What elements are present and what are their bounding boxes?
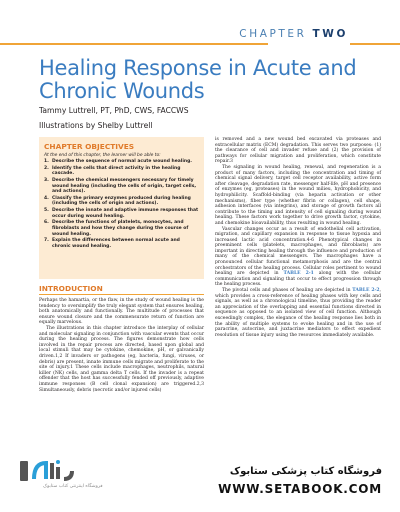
objective-item: [44, 159, 199, 165]
right-column: [215, 137, 381, 338]
objective-text: Describe the chemical messengers necessary for timely wound healing (including the cells of origin, target cells, and actions).: [52, 177, 197, 195]
objective-text: Describe the innate and adaptive immune responses that occur during wound healing.: [52, 208, 199, 219]
objective-number: 5.: [44, 208, 49, 214]
intro-paragraph-1: Perhaps the hamartia, or the flaw, in the study of wound healing is the tendency to oversimplify the truly elegant system that ensures healing, both anatomically and functionally. The multitude of processes that ensure wound closure and the commensurate return of function are equally marvelous.: [39, 298, 204, 326]
table-reference-link[interactable]: TABLE 2-1: [283, 271, 314, 277]
logo-subtitle: فروشگاه اینترنتی کتاب ستابوک: [43, 484, 103, 489]
author-line: Tammy Luttrell, PT, PhD, CWS, FACCWS: [39, 106, 189, 115]
setabook-logo: [10, 453, 130, 493]
objective-item: [44, 220, 199, 237]
objectives-box: [39, 137, 204, 279]
objective-number: 1.: [44, 159, 49, 164]
objectives-heading: CHAPTER OBJECTIVES: [44, 142, 135, 151]
chapter-label: [239, 28, 348, 40]
objective-item: [44, 196, 199, 207]
body-paragraph-2: The signaling in wound healing, renewal, and regeneration is a product of many factors, including the concentration and timing of chemical signal delivery, target cell receptor availability, active form after cleavage, degradation rate, messenger half-life, pH and presence of enzymes (eg, proteases) in the wound milieu, hydrophobicity, and hydrophilicity. Scaffold-binding (via heparin activation or other mechanisms), fiber type (whether fibrin or collagen), cell shape, adhesion interfaces (via integrins), and storage of growth factors all contribute to the timing and intensity of cell signaling during wound healing. These factors work together to drive growth factor, cytokine, and chemokine bioavailability, thus resulting in wound healing.: [215, 164, 381, 226]
objective-item: [44, 166, 199, 177]
objective-number: 4.: [44, 195, 49, 201]
objectives-list: [44, 159, 199, 249]
objective-text: Identify the cells that direct activity in the healing cascade.: [52, 165, 181, 177]
chapter-title: Healing Response in Acute and Chronic Wounds: [39, 56, 357, 103]
table-reference-link[interactable]: TABLE 2-2: [352, 288, 380, 294]
header-rule-right: [350, 43, 400, 45]
header-rule-left: [0, 43, 268, 45]
chapter-header: [0, 0, 400, 48]
paragraph-text: The pivotal cells and phases of healing are depicted in: [222, 288, 353, 294]
body-paragraph-1: is removed and a new wound bed excavated via proteases and extracellular matrix (ECM) degradation. This serves two purposes: (1) the clearance of cell and invader refuse and (2) the provision of pathways for cellular migration and proliferation, which constitute repair.3: [215, 137, 381, 165]
watermark-persian-text: فروشگاه کتاب پزشکی ستابوک: [229, 466, 382, 477]
paragraph-text: Vascular changes occur as a result of endothelial cell activation, migration, and capillary expansion in response to tissue hypoxia and increased lactic acid concentration.4-6 Phenotypical changes in preeminent cells (platelets, macrophages, and fibroblasts) are important in directing healing through the influence and production of many of the chemical messengers. The macrophages have a pronounced cellular functional metamorphosis and are the central orchestrators of the healing process. Cellular roles pertinent to wound healing are depicted in: [215, 226, 381, 277]
watermark-url: WWW.SETABOOK.COM: [218, 482, 382, 496]
objective-item: [44, 208, 199, 219]
objective-text: Describe the sequence of normal acute wound healing.: [52, 159, 193, 164]
objective-number: 3.: [44, 177, 49, 183]
objectives-intro: At the end of this chapter, the learner will be able to:: [44, 153, 161, 158]
objective-number: 2.: [44, 165, 49, 171]
paragraph-text: along with the cellular communication and signaling that occur to effect progression through the healing process.: [215, 271, 382, 288]
body-paragraph-3: [215, 227, 381, 289]
objective-text: Classify the primary enzymes produced during healing (including the cells of origin and actions).: [52, 195, 191, 207]
objective-item: [44, 178, 199, 195]
objective-number: 6.: [44, 220, 49, 226]
chapter-number: TWO: [312, 28, 348, 40]
left-column: [39, 137, 204, 393]
intro-paragraph-2: The illustrations in this chapter introduce the interplay of cellular and molecular signaling in conjunction with vascular events that occur during the healing process. The figures demonstrate how cells involved in the repair process are directed, based upon global and local stimuli that may be cytokine, chemokine, pH, or galvanically driven.1,2 If invaders or pathogens (eg, bacteria, fungi, viruses, or debris) are present, innate immune cells migrate and proliferate to the site of injury.1 These cells include macrophages, neutrophils, natural killer (NK) cells, and gamma delta T cells. If the invader is a repeat offender that the host has successfully fended off previously, adaptive immune responses (B cell clonal expansion) are triggered.2,3 Simultaneously, debris (necrotic and/or injured cells): [39, 325, 204, 393]
objective-number: 7.: [44, 238, 49, 244]
illustrations-credit: Illustrations by Shelby Luttrell: [39, 121, 153, 130]
objective-text: Explain the differences between normal acute and chronic wound healing.: [52, 238, 180, 249]
objective-text: Describe the functions of platelets, monocytes, and fibroblasts and how they change during the course of wound healing.: [52, 220, 189, 237]
paragraph-text: , which provides a cross-reference of healing phases with key cells and signals, as well as a chronological timeline, thus providing the reader an appreciation of the overlapping and essential functions directed in sequence as opposed to an isolated view of cell function. Although exceedingly complex, the elegance of the healing response lies both in the ability of multiple systems to evoke healing and in the use of paracrine, autocrine, and juxtacrine mediators to effect expedient resolution of tissue injury using the resources immediately available.: [215, 288, 381, 338]
body-paragraph-4: [215, 288, 381, 338]
setabook-logo-icon: [20, 457, 80, 485]
objective-item: [44, 238, 199, 249]
chapter-word: CHAPTER: [239, 28, 307, 40]
introduction-heading: INTRODUCTION: [39, 284, 204, 295]
